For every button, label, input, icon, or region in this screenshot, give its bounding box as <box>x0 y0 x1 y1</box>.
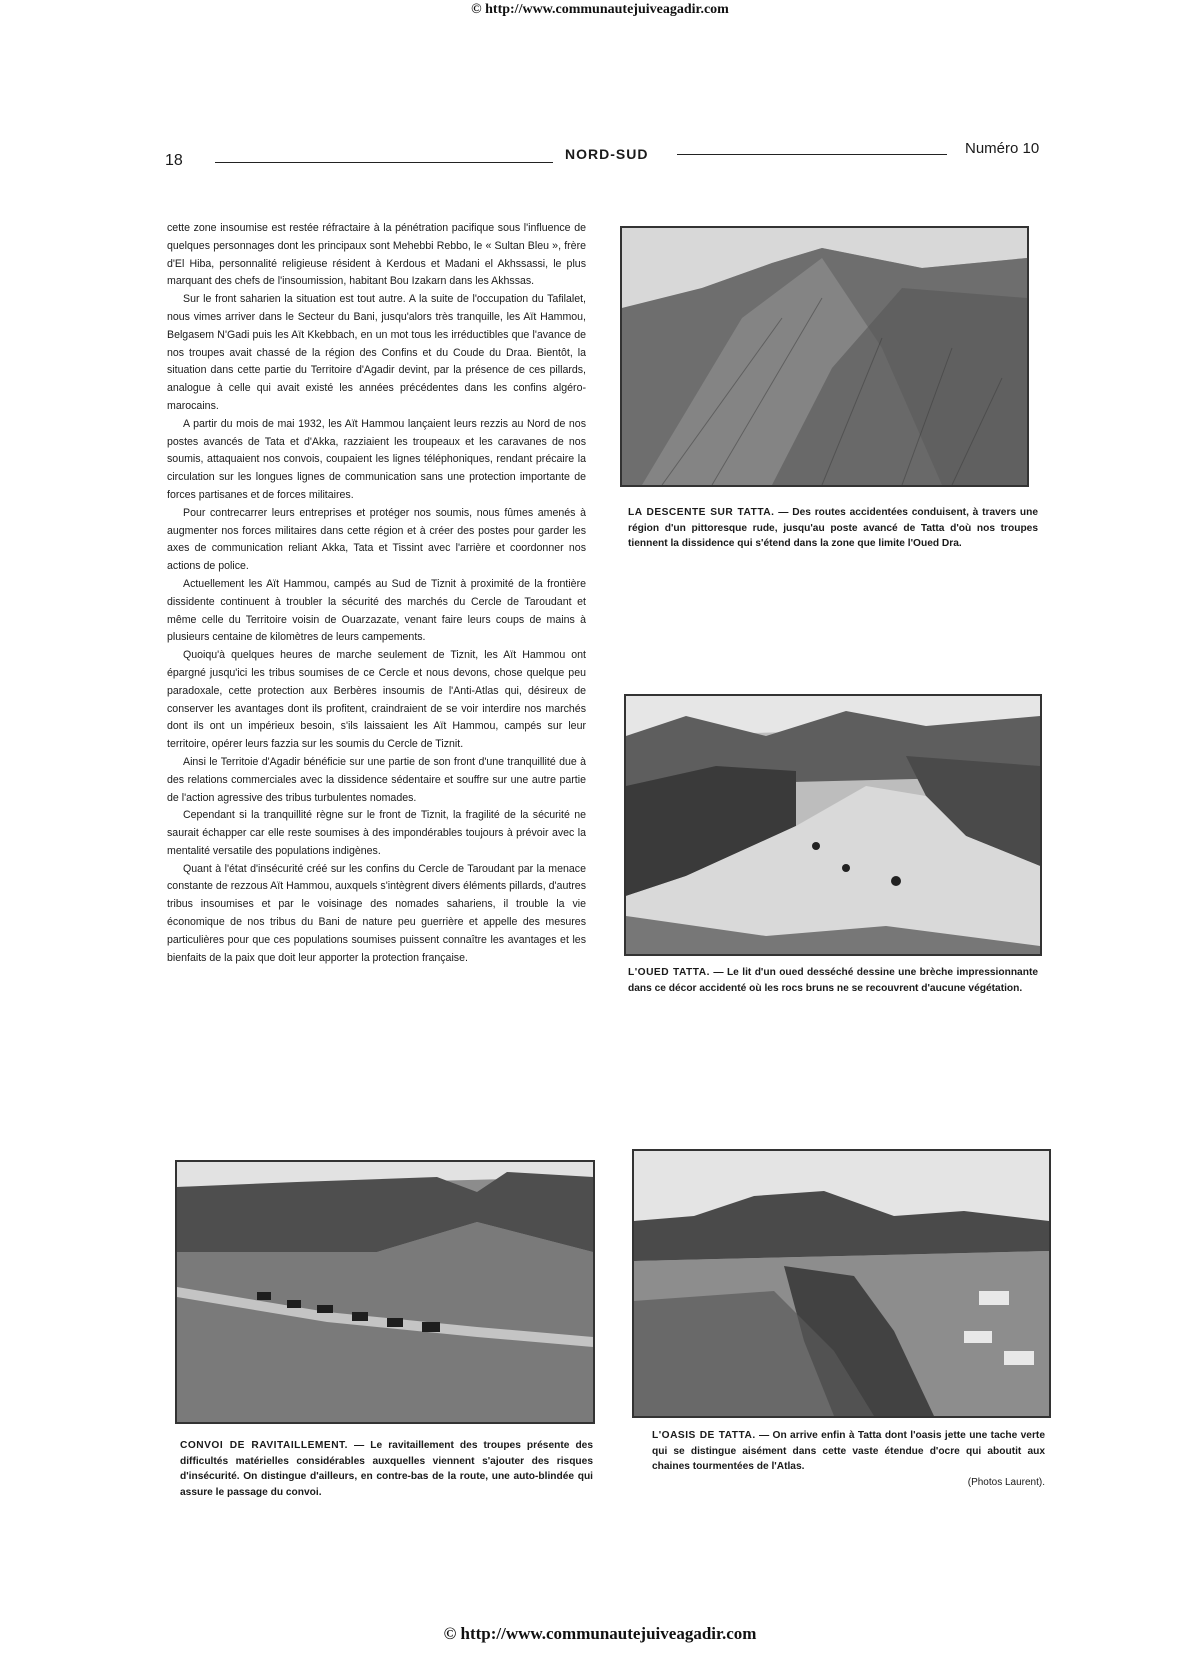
watermark-bottom: © http://www.communautejuiveagadir.com <box>443 1624 757 1643</box>
article-paragraph: Quoiqu'à quelques heures de marche seulement de Tiznit, les Aït Hammou ont épargné jusqu'ici les tribus soumises de ce Cercle et nous devons, chose quelque peu paradoxale, cette protection aux Berbères insoumis de l'Anti-Atlas qui, désireux de conserver les avantages dont ils profitent, craindraient de se voir interdire nos marchés dont ils ont un impérieux besoin, s'ils laissaient les Aït Hammou, campés sur leur territoire, opérer leurs fazzia sur les soumis du Cercle de Tiznit. <box>167 649 586 751</box>
watermark-top: © http://www.communautejuiveagadir.com <box>471 2 729 17</box>
article-paragraph: Actuellement les Aït Hammou, campés au Sud de Tiznit à proximité de la frontière dissidente continuent à troubler la sécurité des marchés du Cercle de Taroudant et même celle du Territoire voisin de Ouarzazate, venant faire leurs coups de mains à plusieurs centaine de kilomètres de leurs campements. <box>167 577 586 644</box>
caption-oued <box>628 965 1038 996</box>
caption-text: — On arrive enfin à Tatta dont l'oasis jette une tache verte qui se distingue aisément dans cette vaste étendue d'ocre qui aboutit aux chaines tourmentées de l'Atlas. <box>652 1430 1045 1472</box>
caption-convoi <box>180 1438 593 1500</box>
issue-number: Numéro 10 <box>965 140 1040 157</box>
caption-title: LA DESCENTE SUR TATTA. <box>628 507 775 518</box>
photo-oasis-tatta <box>632 1149 1051 1418</box>
article-paragraph: A partir du mois de mai 1932, les Aït Hammou lançaient leurs rezzis au Nord de nos postes avancés de Tata et d'Akka, razziaient les troupeaux et les caravanes de nos soumis, attaquaient nos convois, coupaient les lignes téléphoniques, rendant précaire la circulation sur les longues lignes de communication sans une protection importante de forces partisanes et de forces militaires. <box>167 417 586 501</box>
article-paragraph: Sur le front saharien la situation est tout autre. A la suite de l'occupation du Tafilalet, nous vimes arriver dans le Secteur du Bani, jusqu'alors très tranquille, les Aït Hammou, Belgasem N'Gadi puis les Aït Kkebbach, en un mot tous les irréductibles que l'avance de nos troupes avait chassé de la région des Confins et du Coude du Draa. Bientôt, la situation dans cette partie du Territoire d'Agadir devint, par la présence de ces pillards, analogue à celle qui avait existé les années précédentes dans les confins algéro-marocains. <box>167 293 586 412</box>
photo-oued-tatta <box>624 694 1042 956</box>
caption-title: L'OUED TATTA. <box>628 967 710 978</box>
article-paragraph: Pour contrecarrer leurs entreprises et protéger nos soumis, nous fûmes amenés à augmenter nos forces militaires dans cette région et à créer des postes pour garder les axes de communication reliant Akka, Tata et Tissint avec l'arrière et coordonner nos actions de police. <box>167 506 586 573</box>
photo-descente-tatta <box>620 226 1029 487</box>
caption-text: — Des routes accidentées conduisent, à travers une région d'un pittoresque rude, jusqu'au poste avancé de Tatta d'où nos troupes tiennent la dissidence qui s'étend dans la zone que limite l'Oued Dra. <box>628 507 1038 549</box>
caption-text: — Le ravitaillement des troupes présente des difficultés matérielles considérables auxquelles viennent s'ajouter des risques d'insécurité. On distingue d'ailleurs, en contre-bas de la route, une auto-blindée qui assure le passage du convoi. <box>180 1440 593 1498</box>
page-number: 18 <box>165 152 183 169</box>
article-paragraph: Ainsi le Territoie d'Agadir bénéficie sur une partie de son front d'une tranquillité due à des relations commerciales avec la dissidence sédentaire et souffre sur une autre partie de l'action agressive des tribus turbulentes nomades. <box>167 755 586 804</box>
journal-title: NORD-SUD <box>565 146 649 162</box>
photo-credit: (Photos Laurent). <box>967 1476 1045 1488</box>
article-body <box>167 220 586 967</box>
caption-text: — Le lit d'un oued desséché dessine une brèche impressionnante dans ce décor accidenté où les rocs bruns ne se recouvrent d'aucune végétation. <box>628 967 1038 994</box>
caption-title: CONVOI DE RAVITAILLEMENT. <box>180 1440 348 1451</box>
header-rule-left <box>215 162 553 163</box>
caption-descente <box>628 505 1038 552</box>
article-paragraph: cette zone insoumise est restée réfractaire à la pénétration pacifique sous l'influence de quelques personnages dont les principaux sont Mehebbi Rebbo, le « Sultan Bleu », frère d'El Hiba, personnalité religieuse résident à Kerdous et Madani el Akhssassi, le plus marquant des chefs de l'insoumission, habitant Bou Izakarn dans les Akhssas. <box>167 222 586 288</box>
article-paragraph: Cependant si la tranquillité règne sur le front de Tiznit, la fragilité de la sécurité ne saurait échapper car elle reste soumises à des impondérables toujours à prévoir avec la mentalité versatile des populations indigènes. <box>167 809 586 857</box>
article-paragraph: Quant à l'état d'insécurité créé sur les confins du Cercle de Taroudant par la menace constante de rezzous Aït Hammou, auxquels s'intègrent divers éléments pillards, d'autres tribus insoumises et par le voisinage des nomades sahariens, il trouble la vie économique de nos tribus du Bani de nature peu guerrière et appelle des mesures particulières pour que ces populations soumises puissent connaître les avantages et les bienfaits de la paix que doit leur apporter la protection française. <box>167 862 586 964</box>
page-header <box>165 140 1050 170</box>
photo-convoi-ravitaillement <box>175 1160 595 1424</box>
caption-title: L'OASIS DE TATTA. <box>652 1430 756 1441</box>
caption-oasis <box>652 1428 1045 1490</box>
header-rule-right <box>677 154 947 155</box>
